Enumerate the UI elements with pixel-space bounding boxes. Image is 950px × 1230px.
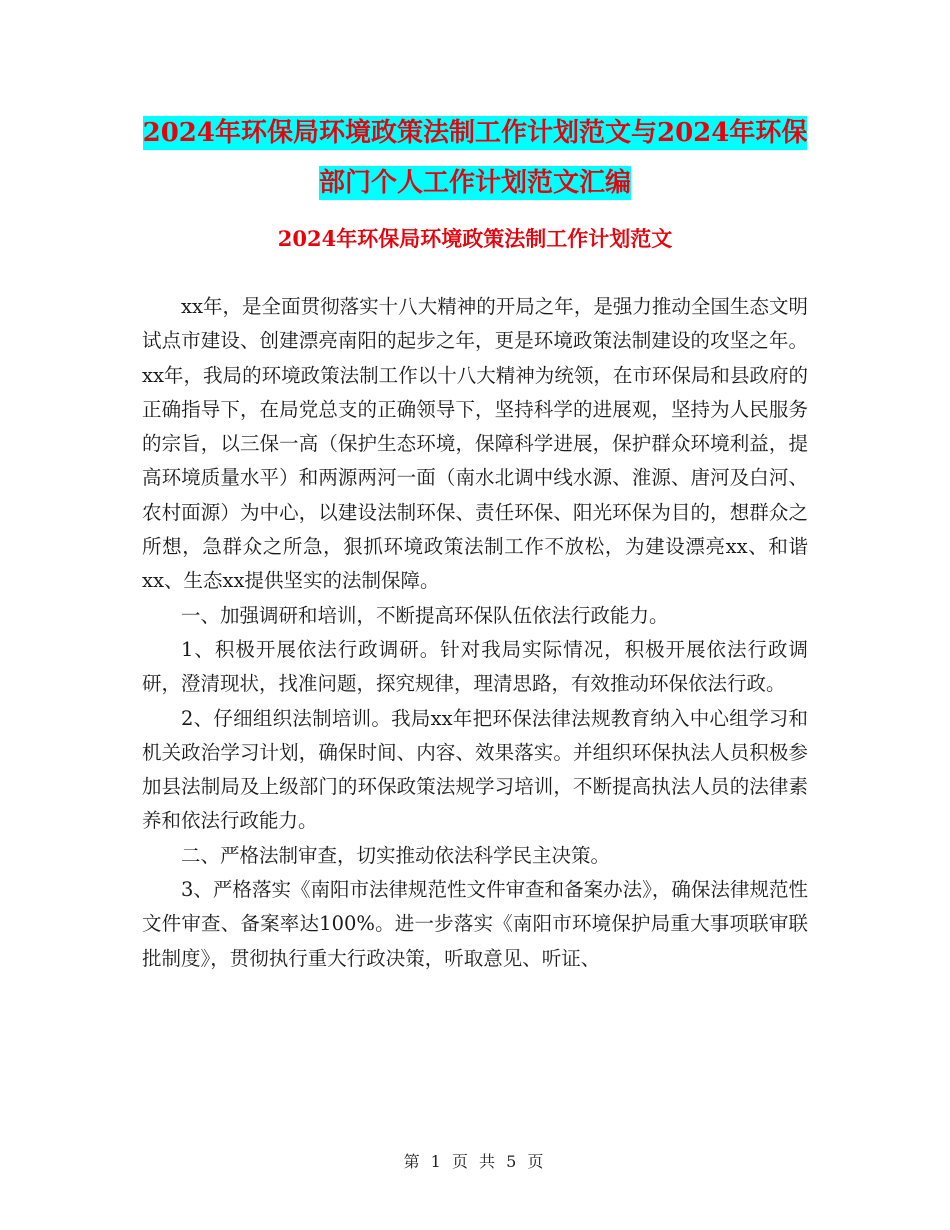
section-title: 2024年环保局环境政策法制工作计划范文: [277, 226, 673, 251]
paragraph-intro: xx年，是全面贯彻落实十八大精神的开局之年，是强力推动全国生态文明试点市建设、创建漂亮南阳的起步之年，更是环境政策法制建设的攻坚之年。xx年，我局的环境政策法制工作以十八大精神为统领，在市环保局和县政府的正确指导下，在局党总支的正确领导下，坚持科学的进展观，坚持为人民服务的宗旨，以三保一高（保护生态环境，保障科学进展，保护群众环境利益，提高环境质量水平）和两源两河一面（南水北调中线水源、淮源、唐河及白河、农村面源）为中心，以建设法制环保、责任环保、阳光环保为目的，想群众之所想，急群众之所急，狠抓环境政策法制工作不放松，为建设漂亮xx、和谐xx、生态xx提供坚实的法制保障。: [142, 295, 808, 593]
document-title: [140, 108, 810, 208]
paragraph-item-1: 1、积极开展依法行政调研。针对我局实际情况，积极开展依法行政调研，澄清现状，找准问题，探究规律，理清思路，有效推动环保依法行政。: [142, 637, 808, 696]
page-number-footer: 第 1 页 共 5 页: [403, 1152, 547, 1171]
title-highlight: 2024年环保局环境政策法制工作计划范文与2024年环保部门个人工作计划范文汇编: [142, 118, 808, 198]
heading-part-one: 一、加强调研和培训，不断提高环保队伍依法行政能力。: [181, 603, 669, 627]
document-body: [142, 290, 808, 976]
paragraph-item-2: 2、仔细组织法制培训。我局xx年把环保法律法规教育纳入中心组学习和机关政治学习计划，确保时间、内容、效果落实。并组织环保执法人员积极参加县法制局及上级部门的环保政策法规学习培训，不断提高执法人员的法律素养和依法行政能力。: [142, 706, 808, 833]
paragraph-item-3: 3、严格落实《南阳市法律规范性文件审查和备案办法》，确保法律规范性文件审查、备案率达100%。进一步落实《南阳市环境保护局重大事项联审联批制度》，贯彻执行重大行政决策，听取意见、听证、: [142, 878, 808, 970]
heading-part-two: 二、严格法制审查，切实推动依法科学民主决策。: [181, 843, 611, 867]
